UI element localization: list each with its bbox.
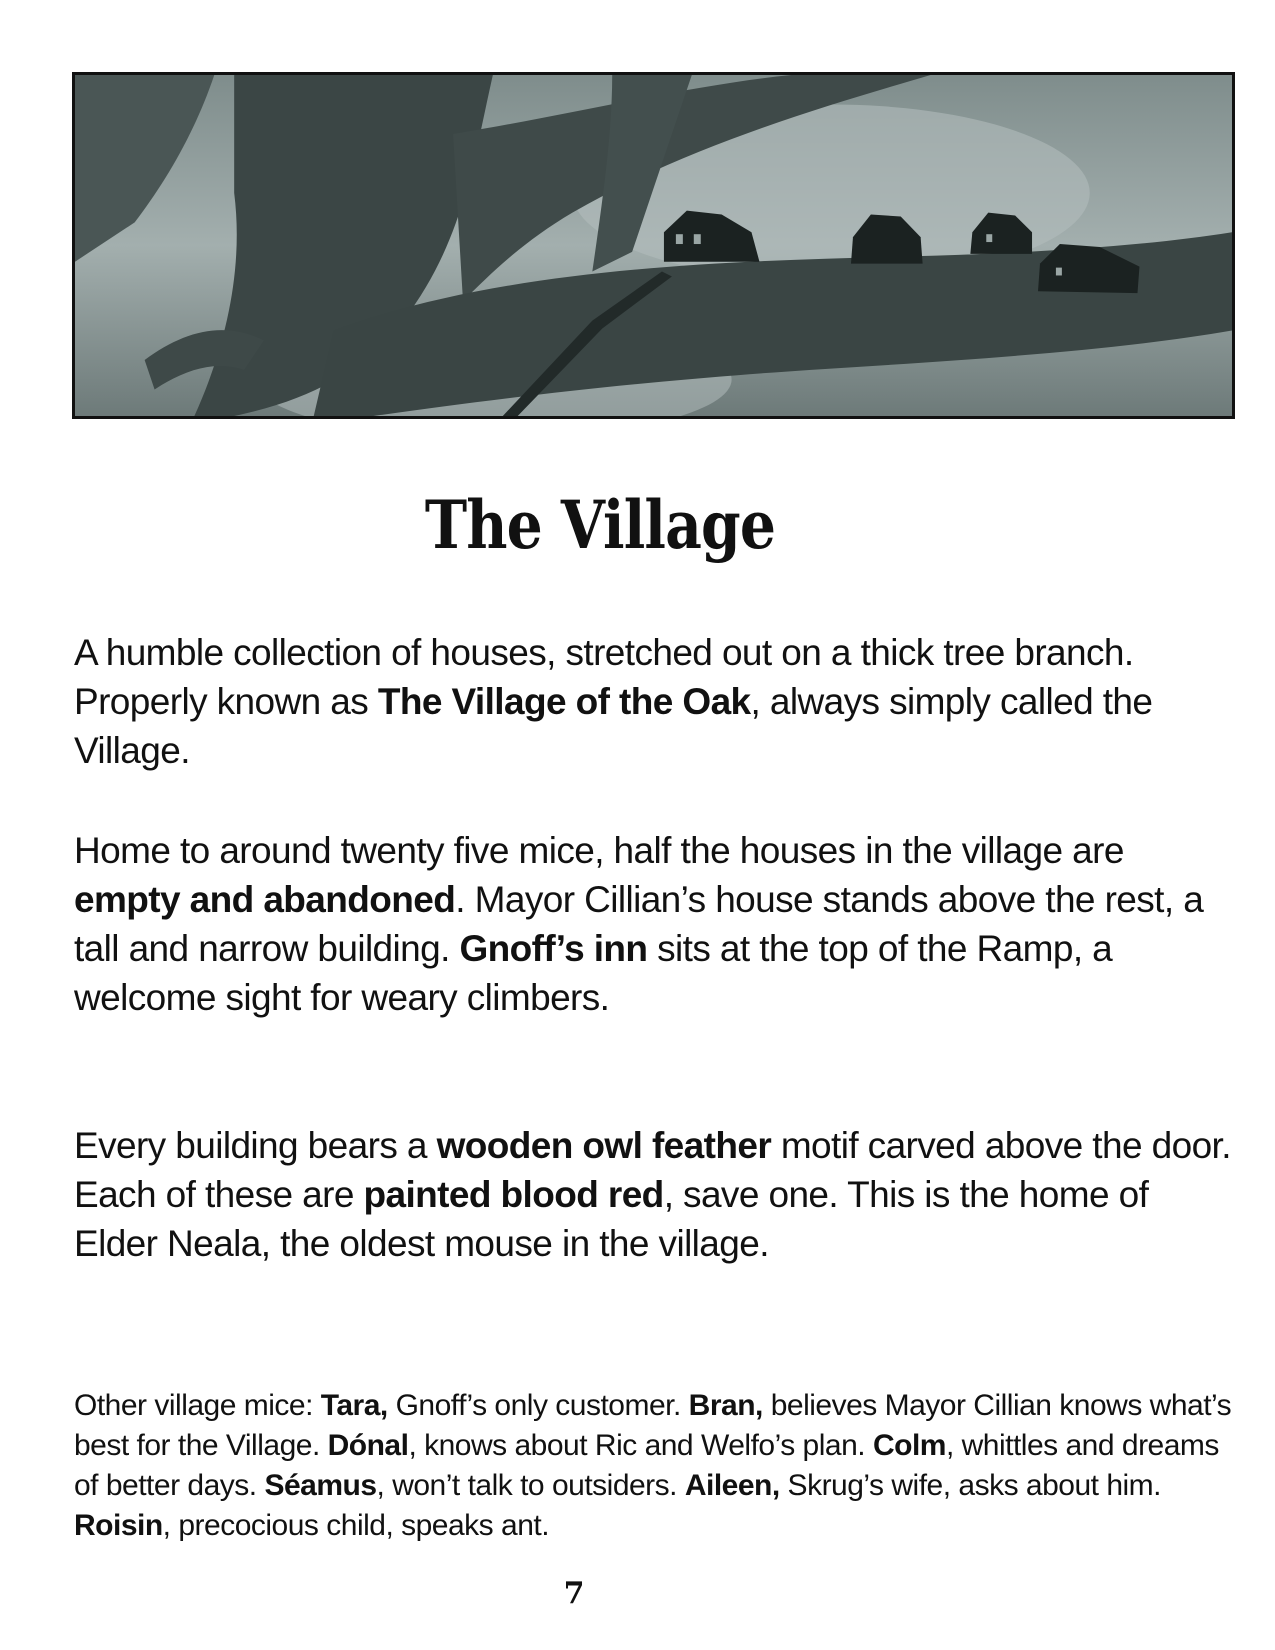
page-title: The Village xyxy=(424,486,776,564)
paragraph-text: Every building bears a wooden owl feather motif carved above the door. Each of these are painted blood red, save one. This is the home of Elder Neala, the oldest mouse in the village. xyxy=(74,1125,1231,1264)
paragraph-village-mice xyxy=(74,1386,1234,1546)
page-number: 7 xyxy=(563,1576,585,1611)
paragraph-text: Home to around twenty five mice, half the houses in the village are empty and abandoned. Mayor Cillian’s house stands above the rest, a tall and narrow building. Gnoff’s inn sits at the top of the Ramp, a welcome sight for weary climbers. xyxy=(74,830,1204,1018)
paragraph-text: Other village mice: Tara, Gnoff’s only customer. Bran, believes Mayor Cillian knows what’s best for the Village. Dónal, knows about Ric and Welfo’s plan. Colm, whittles and dreams of better days. Séamus, won’t talk to outsiders. Aileen, Skrug’s wife, asks about him. Roisin, precocious child, speaks ant. xyxy=(74,1389,1232,1542)
paragraph-village-houses xyxy=(74,826,1234,1022)
paragraph-village-intro xyxy=(74,628,1234,775)
paragraph-owl-feather xyxy=(74,1121,1234,1268)
oak-village-painting xyxy=(75,75,1232,416)
header-illustration xyxy=(72,72,1235,419)
paragraph-text: A humble collection of houses, stretched out on a thick tree branch. Properly known as The Village of the Oak, always simply called the Village. xyxy=(74,632,1153,771)
